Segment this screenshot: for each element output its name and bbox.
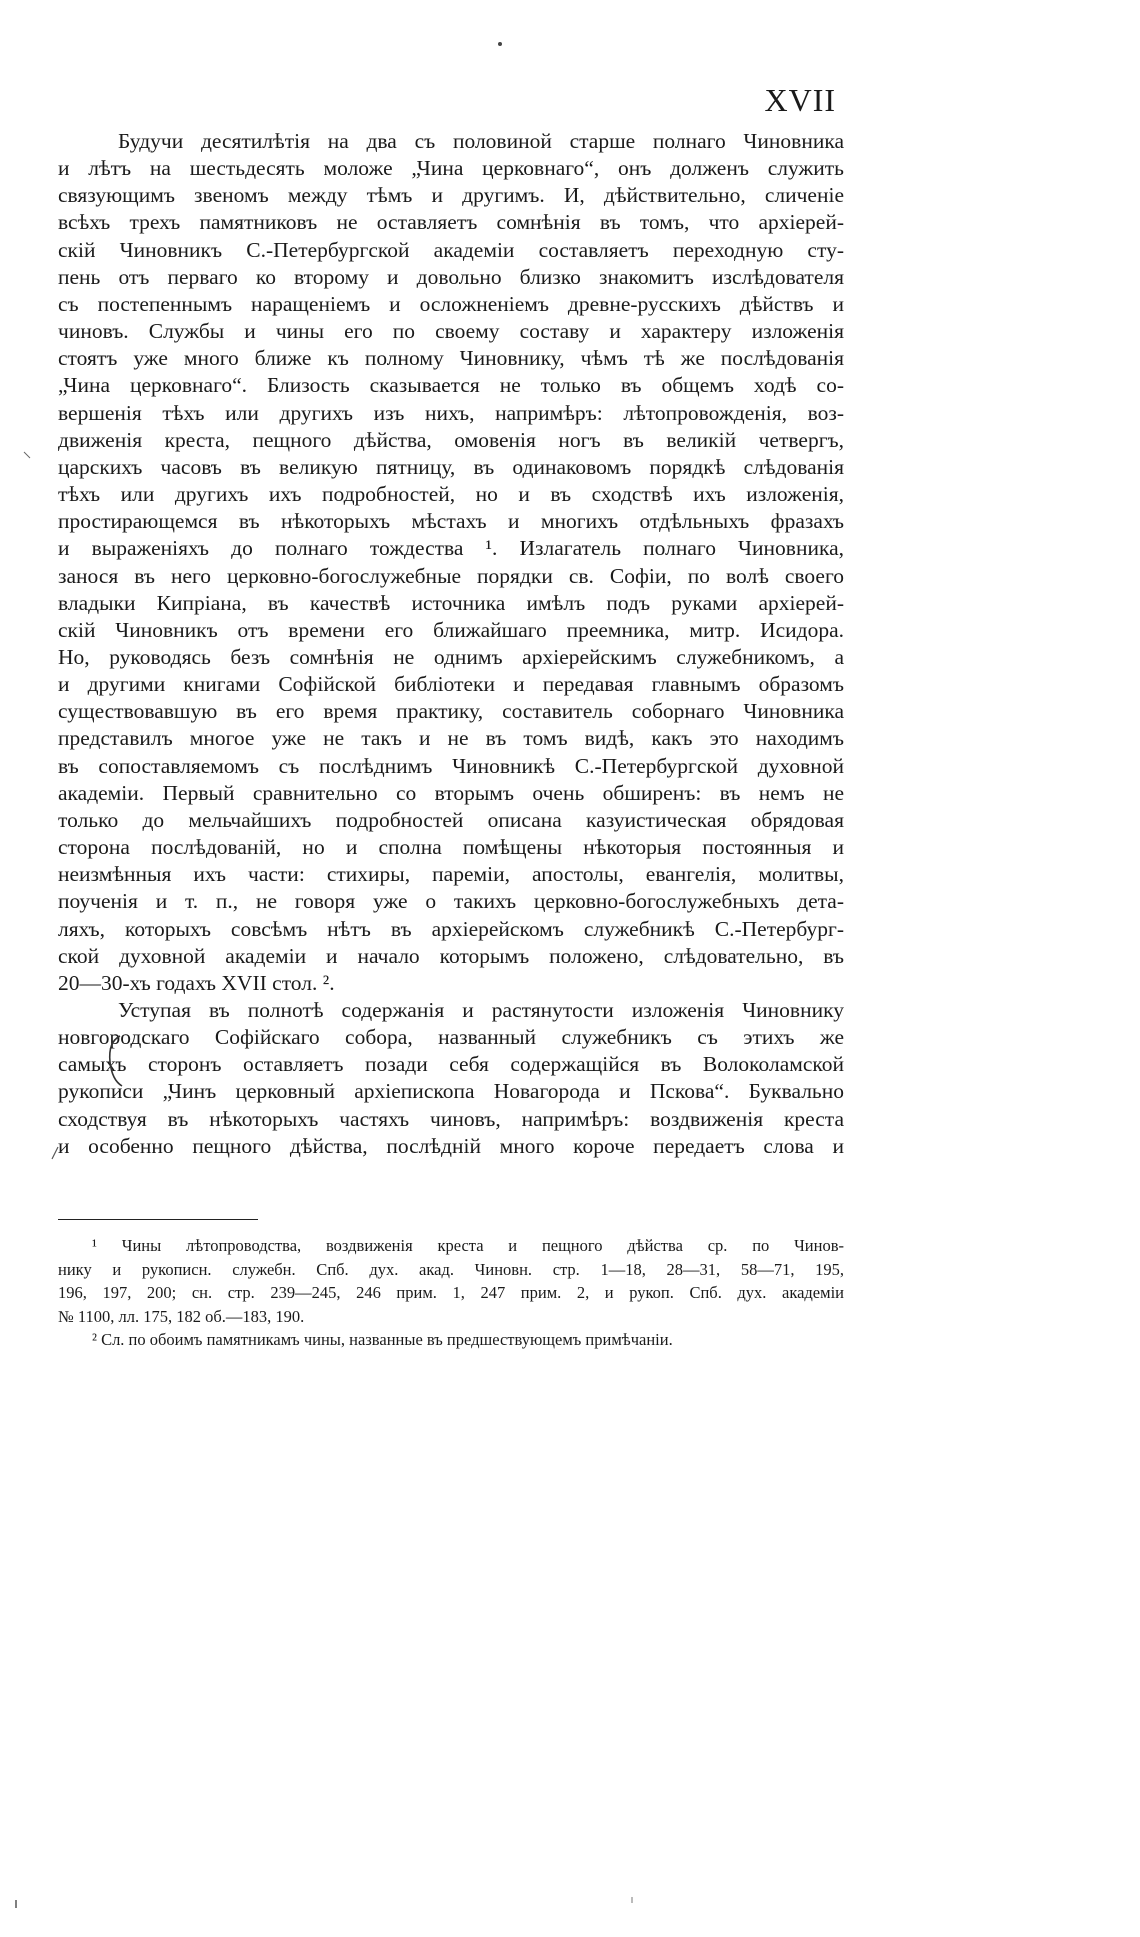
ink-speck-mark: [496, 40, 504, 48]
text-line: связующимъ звеномъ между тѣмъ и другимъ. И, дѣйствительно, сличеніе: [58, 183, 844, 208]
text-line: поученія и т. п., не говоря уже о такихъ церковно-богослужебныхъ дета-: [58, 889, 844, 914]
footnote-line: № 1100, лл. 175, 182 об.—183, 190.: [58, 1306, 305, 1326]
text-line: сходствуя въ нѣкоторыхъ частяхъ чиновъ, напримѣръ: воздвиженія креста: [58, 1106, 844, 1131]
text-line: самыхъ сторонъ оставляетъ позади себя содержащійся въ Волоколамской: [58, 1052, 844, 1077]
text-line: царскихъ часовъ въ великую пятницу, въ одинаковомъ порядкѣ слѣдованія: [58, 454, 844, 479]
text-line: и особенно пещного дѣйства, послѣдній много короче передаетъ слова и: [58, 1133, 844, 1158]
text-line: неизмѣнныя ихъ части: стихиры, пареміи, апостолы, евангелія, молитвы,: [58, 862, 844, 887]
text-line: только до мельчайшихъ подробностей описана казуистическая обрядовая: [58, 807, 844, 832]
text-line: тѣхъ или другихъ ихъ подробностей, но и въ сходствѣ ихъ изложенія,: [58, 482, 844, 507]
footnote-line: ¹ Чины лѣтопроводства, воздвиженія креста и пещного дѣйства ср. по Чинов-: [92, 1236, 844, 1255]
text-line: скій Чиновникъ С.-Петербургской академіи составляетъ переходную сту-: [58, 237, 844, 262]
text-line: и лѣтъ на шестьдесять моложе „Чина церковнаго“, онъ долженъ служить: [58, 156, 844, 181]
text-line: Но, руководясь безъ сомнѣнія не однимъ архіерейскимъ служебникомъ, а: [58, 644, 844, 669]
page-number: XVII: [764, 82, 836, 118]
footnote-line: 196, 197, 200; сн. стр. 239—245, 246 прим. 1, 247 прим. 2, и рукоп. Спб. дух. академіи: [58, 1283, 844, 1302]
text-line: и выраженіяхъ до полнаго тождества ¹. Излагатель полнаго Чиновника,: [58, 536, 844, 561]
paragraph-2: [58, 997, 844, 1160]
text-line: „Чина церковнаго“. Близость сказывается не только въ общемъ ходѣ со-: [58, 373, 844, 398]
footnote-2: [58, 1328, 844, 1352]
text-line: съ постепеннымъ наращеніемъ и осложненіемъ древне-русскихъ дѣйствъ и: [58, 291, 844, 316]
text-line: всѣхъ трехъ памятниковъ не оставляетъ сомнѣнія въ томъ, что архіерей-: [58, 210, 844, 235]
text-line: владыки Кипріана, въ качествѣ источника имѣлъ подъ руками архіерей-: [58, 590, 844, 615]
text-line: скій Чиновникъ отъ времени его ближайшаго преемника, митр. Исидора.: [58, 617, 844, 642]
text-line: простирающемся въ нѣкоторыхъ мѣстахъ и многихъ отдѣльныхъ фразахъ: [58, 509, 844, 534]
body-text: [58, 128, 844, 1160]
footnotes: [58, 1234, 844, 1352]
text-line: ской духовной академіи и начало которымъ положено, слѣдовательно, въ: [58, 943, 844, 968]
text-line: пень отъ перваго ко второму и довольно близко знакомитъ изслѣдователя: [58, 264, 844, 289]
slash-mark: [48, 1145, 62, 1161]
text-line: существовавшую въ его время практику, составитель соборнаго Чиновника: [58, 699, 844, 724]
text-line: и другими книгами Софійской библіотеки и передавая главнымъ образомъ: [58, 672, 844, 697]
text-line: Будучи десятилѣтія на два съ половиной старше полнаго Чиновника: [118, 129, 844, 153]
paragraph-1: [58, 128, 844, 997]
text-line: новгородскаго Софійскаго собора, названный служебникъ съ этихъ же: [58, 1025, 844, 1050]
footnote-line: нику и рукописн. служебн. Спб. дух. акад. Чиновн. стр. 1—18, 28—31, 58—71, 195,: [58, 1259, 844, 1279]
text-line: рукописи „Чинъ церковный архіепископа Новагорода и Пскова“. Буквально: [58, 1079, 844, 1104]
footnote-divider: [58, 1219, 258, 1220]
text-line: вершенія тѣхъ или другихъ изъ нихъ, напримѣръ: лѣтопровожденія, воз-: [58, 400, 844, 425]
footnote-1: [58, 1234, 844, 1328]
text-line: въ сопоставляемомъ съ послѣднимъ Чиновникѣ С.-Петербургской духовной: [58, 753, 844, 778]
text-line: движенія креста, пещного дѣйства, омовенія ногъ въ великій четвергъ,: [58, 427, 844, 452]
footnote-line: ² Сл. по обоимъ памятникамъ чины, названные въ предшествующемъ примѣчаніи.: [92, 1330, 673, 1349]
text-line: чиновъ. Службы и чины его по своему составу и характеру изложенія: [58, 319, 844, 344]
text-line: академіи. Первый сравнительно со вторымъ очень обширенъ: въ немъ не: [58, 780, 844, 805]
text-line: Уступая въ полнотѣ содержанія и растянутости изложенія Чиновнику: [118, 998, 844, 1022]
text-line: представилъ многое уже не такъ и не въ томъ видѣ, какъ это находимъ: [58, 726, 844, 751]
margin-speck-mark: [22, 450, 32, 460]
corner-speck-mark: [12, 1898, 20, 1910]
bottom-speck-mark: [628, 1895, 636, 1905]
text-line: 20—30-хъ годахъ XVII стол. ².: [58, 970, 335, 995]
text-line: ляхъ, которыхъ совсѣмъ нѣтъ въ архіерейскомъ служебникѣ С.-Петербург-: [58, 916, 844, 941]
text-line: занося въ него церковно-богослужебные порядки св. Софіи, по волѣ своего: [58, 563, 844, 588]
bracket-mark: [104, 1034, 124, 1090]
text-line: сторона послѣдованій, но и сполна помѣщены нѣкоторыя постоянныя и: [58, 835, 844, 860]
text-line: стоятъ уже много ближе къ полному Чиновнику, чѣмъ тѣ же послѣдованія: [58, 346, 844, 371]
